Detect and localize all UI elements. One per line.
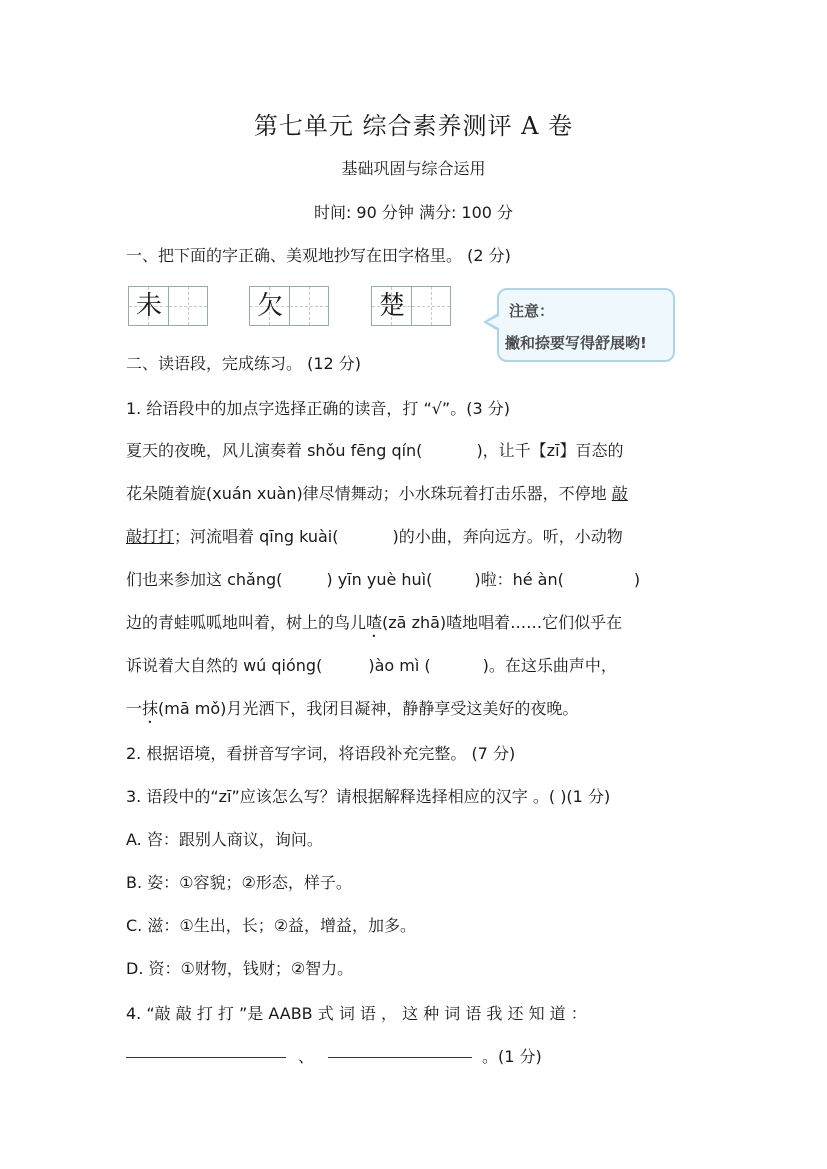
question-4: 4. “敲 敲 打 打 ”是 AABB 式 词 语 ， 这 种 词 语 我 还 知 道 ： xyxy=(126,1004,587,1023)
option-c: C. 滋：①生出，长；②益，增益，加多。 xyxy=(126,916,417,935)
question-4-score: 。(1 分) xyxy=(482,1047,542,1066)
passage-line-7: 一抹(mā mǒ)月光洒下，我闭目凝神，静静享受这美好的夜晚。 xyxy=(126,699,579,718)
tianzige-box-1[interactable] xyxy=(128,286,208,326)
page-subtitle: 基础巩固与综合运用 xyxy=(341,159,486,178)
option-d: D. 资：①财物，钱财；②智力。 xyxy=(126,959,354,978)
answer-separator: 、 xyxy=(298,1047,315,1066)
section2-heading: 二、读语段，完成练习。 (12 分) xyxy=(126,354,362,373)
note-title: 注意： xyxy=(509,302,555,320)
model-character-1: 未 xyxy=(135,291,162,321)
question-2: 2. 根据语境，看拼音写字词，将语段补充完整。 (7 分) xyxy=(126,744,516,763)
passage-line-5: 边的青蛙呱呱地叫着，树上的鸟儿喳(zā zhā)喳地唱着……它们似乎在 xyxy=(126,613,623,632)
answer-line-1[interactable] xyxy=(126,1057,286,1058)
passage-line-4: 们也来参加这 chǎng( ) yīn yuè huì( )啦：hé àn( ) xyxy=(126,570,641,589)
attention-note-bubble xyxy=(497,288,675,362)
answer-line-2[interactable] xyxy=(328,1057,472,1058)
section1-heading: 一、把下面的字正确、美观地抄写在田字格里。 (2 分) xyxy=(126,246,511,265)
passage-line-6: 诉说着大自然的 wú qióng( )ào mì ( )。在这乐曲声中， xyxy=(126,656,617,675)
passage-line-3: 敲打打；河流唱着 qīng kuài( )的小曲，奔向远方。听，小动物 xyxy=(126,527,623,546)
page-title: 第七单元 综合素养测评 A 卷 xyxy=(253,112,574,140)
passage-line-2: 花朵随着旋(xuán xuàn)律尽情舞动；小水珠玩着打击乐器，不停地 敲 xyxy=(126,484,628,503)
option-b: B. 姿：①容貌；②形态，样子。 xyxy=(126,873,352,892)
passage-line-1: 夏天的夜晚，风儿演奏着 shǒu fēng qín( )，让千【zī】百态的 xyxy=(126,441,624,460)
model-character-3: 楚 xyxy=(378,291,405,321)
model-character-2: 欠 xyxy=(256,291,283,321)
time-score-info: 时间: 90 分钟 满分: 100 分 xyxy=(313,203,514,222)
note-text: 撇和捺要写得舒展哟! xyxy=(505,334,647,352)
tianzige-box-3[interactable] xyxy=(371,286,451,326)
option-a: A. 咨：跟别人商议，询问。 xyxy=(126,830,323,849)
question-3: 3. 语段中的“zī”应该怎么写？请根据解释选择相应的汉字 。( )(1 分) xyxy=(126,787,611,806)
question-1: 1. 给语段中的加点字选择正确的读音，打 “√”。(3 分) xyxy=(126,399,510,418)
tianzige-box-2[interactable] xyxy=(249,286,329,326)
